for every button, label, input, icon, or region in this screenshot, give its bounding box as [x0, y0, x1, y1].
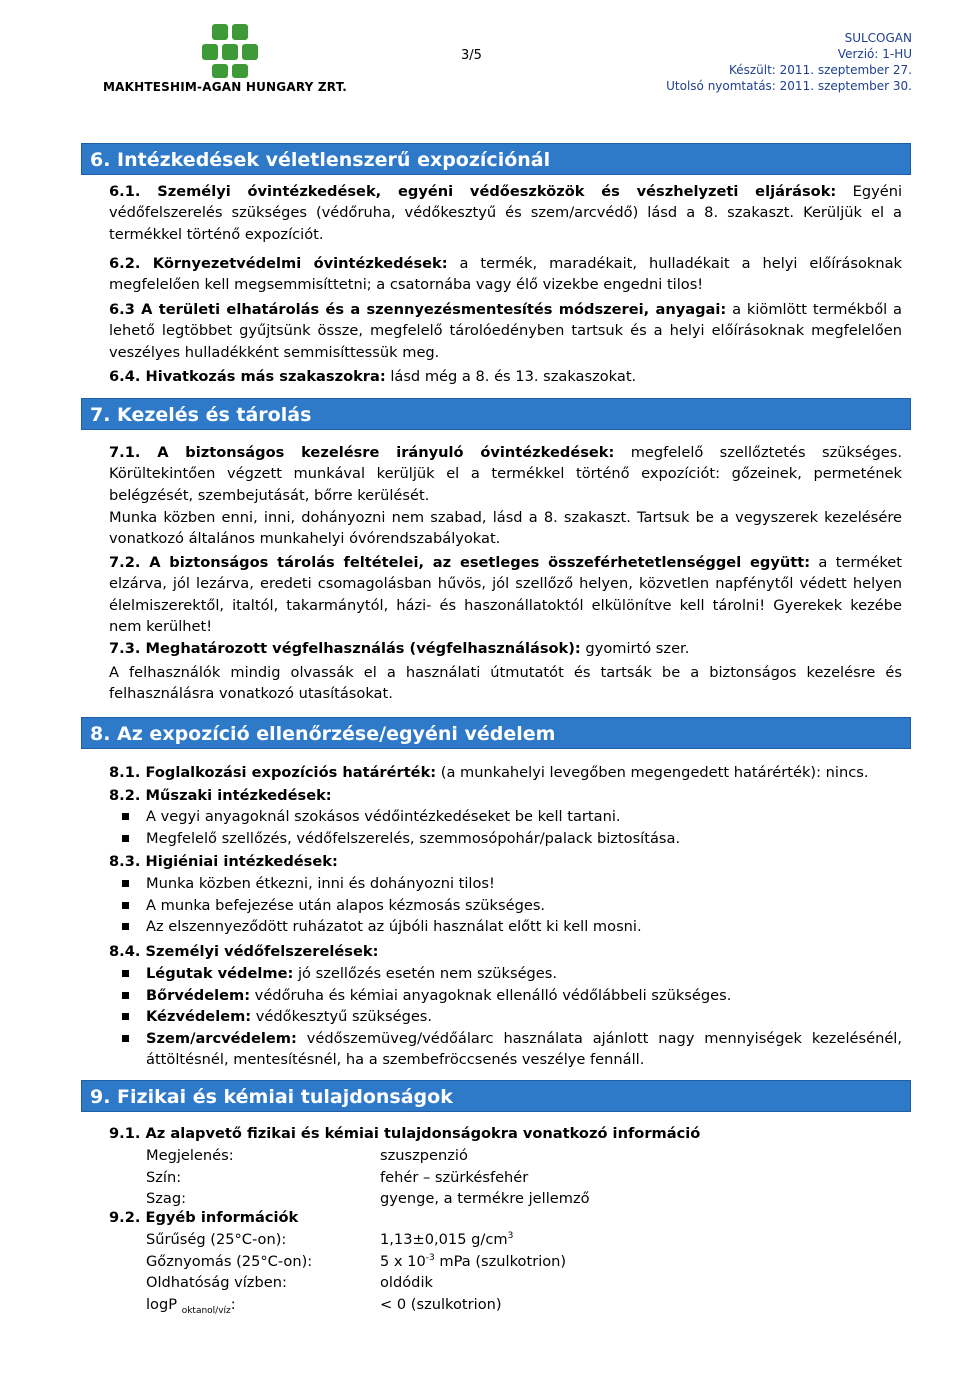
document-meta [666, 30, 912, 94]
section-7-3-text: gyomirtó szer. [580, 640, 690, 657]
section-6-2-label: 6.2. Környezetvédelmi óvintézkedések: [109, 255, 448, 272]
list-item: Kézvédelem: védőkesztyű szükséges. [122, 1006, 902, 1028]
section-6-3-label: 6.3 A területi elhatárolás és a szennyezésmentesítés módszerei, anyagai: [109, 301, 727, 318]
section-8-title: 8. Az expozíció ellenőrzése/egyéni védelem [81, 717, 911, 749]
list-item: Szem/arcvédelem: védőszemüveg/védőálarc használata ajánlott nagy mennyiségek kezelésénél, áttöltésnél, mentesítésnél, ha a szembefröccsenés veszélye fennáll. [122, 1028, 902, 1071]
section-6-1-text: Egyéni védőfelszerelés szükséges (védőruha, védőkesztyű és szem/arcvédő) lásd a 8. szakaszt. Kerüljük el a termékkel történő expozíciót. [109, 183, 903, 243]
section-9-2-label: 9.2. Egyéb információk [109, 1209, 299, 1226]
section-6-title: 6. Intézkedések véletlenszerű expozíciónál [81, 143, 911, 175]
section-7-2-text: a terméket elzárva, jól lezárva, eredeti csomagolásban hűvös, jól szellőző helyen, közvetlen napfénytől védett helyen élelmiszerektől, italtól, takarmánytól, házi- és haszonállatoktól elkülönítve kell tárolni! Gyerekek kezébe nem kerülhet! [109, 554, 902, 635]
bullet-icon [122, 813, 129, 820]
section-9-1-label: 9.1. Az alapvető fizikai és kémiai tulajdonságokra vonatkozó információ [109, 1125, 701, 1142]
section-8-1 [109, 762, 902, 783]
section-6-2-text: a termék, maradékait, hulladékait a helyi előírásoknak megfelelően kell megsemmisíttetni; a csatornába vagy élő vizekbe engedni tilos! [109, 255, 902, 294]
section-6-1-label: 6.1. Személyi óvintézkedések, egyéni védőeszközök és vészhelyzeti eljárások: [109, 183, 837, 200]
product-name: SULCOGAN [844, 31, 912, 45]
company-name: MAKHTESHIM-AGAN HUNGARY ZRT. [103, 80, 348, 94]
section-7-1 [109, 442, 902, 506]
table-row: Szag: gyenge, a termékre jellemző [146, 1190, 590, 1207]
table-row: logP $_{oktanol/víz}$: < 0 (szulkotrion) [146, 1295, 502, 1316]
section-7-1-text: megfelelő szellőztetés szükséges. Körültekintően végzett munkával kerüljük el a termékkel történő expozíciót: gőzeinek, permetének belégzését, szembejutását, bőrre kerülését. [109, 444, 902, 504]
section-8-4-list [122, 963, 902, 1071]
section-7-1-label: 7.1. A biztonságos kezelésre irányuló óvintézkedések: [109, 444, 615, 461]
section-8-1-label: 8.1. Foglalkozási expozíciós határérték: [109, 764, 437, 781]
table-row: Gőznyomás (25°C-on): 5 x $10^{-3}$ mPa (szulkotrion) [146, 1252, 567, 1270]
table-row: Sűrűség (25°C-on): 1,13±0,015 $g/cm^3$ [146, 1231, 514, 1248]
section-6-4 [109, 366, 902, 387]
section-8-4-label: 8.4. Személyi védőfelszerelések: [109, 943, 379, 960]
bullet-icon [122, 1035, 129, 1042]
section-9-1-table [146, 1145, 846, 1210]
prepared-date: Készült: 2011. szeptember 27. [728, 63, 912, 77]
section-7-3-text2: A felhasználók mindig olvassák el a használati útmutatót és tartsák be a biztonságos kezelésre és felhasználásra vonatkozó utasításokat. [109, 664, 902, 703]
table-row: Oldhatóság vízben: oldódik [146, 1274, 433, 1291]
section-7-2-label: 7.2. A biztonságos tárolás feltételei, az esetleges összeférhetetlenséggel együtt: [109, 554, 811, 571]
section-8-2-list [122, 806, 902, 849]
list-item: A munka befejezése után alapos kézmosás szükséges. [122, 895, 902, 917]
page-number: 3/5 [461, 48, 482, 63]
list-item: Légutak védelme: jó szellőzés esetén nem szükséges. [122, 963, 902, 985]
section-9-title: 9. Fizikai és kémiai tulajdonságok [81, 1080, 911, 1112]
table-row: Szín: fehér – szürkésfehér [146, 1168, 529, 1186]
section-6-3 [109, 299, 902, 363]
section-6-4-text: lásd még a 8. és 13. szakaszokat. [385, 368, 637, 385]
company-logo-icon [190, 22, 270, 82]
section-8-3-list [122, 873, 902, 938]
section-8-2-label: 8.2. Műszaki intézkedések: [109, 787, 332, 804]
bullet-icon [122, 880, 129, 887]
list-item: A vegyi anyagoknál szokásos védőintézkedéseket be kell tartani. [122, 806, 902, 828]
version: Verzió: 1-HU [837, 47, 912, 61]
list-item: Bőrvédelem: védőruha és kémiai anyagoknak ellenálló védőlábbeli szükséges. [122, 985, 902, 1007]
section-8-1-text: (a munkahelyi levegőben megengedett határérték): nincs. [436, 764, 869, 781]
printed-date: Utolsó nyomtatás: 2011. szeptember 30. [666, 79, 912, 93]
section-8-3-label: 8.3. Higiéniai intézkedések: [109, 853, 338, 870]
section-6-1 [109, 181, 902, 245]
bullet-icon [122, 923, 129, 930]
bullet-icon [122, 970, 129, 977]
section-7-2 [109, 552, 902, 637]
list-item: Az elszennyeződött ruházatot az újbóli használat előtt ki kell mosni. [122, 916, 902, 938]
bullet-icon [122, 1013, 129, 1020]
list-item: Munka közben étkezni, inni és dohányozni tilos! [122, 873, 902, 895]
bullet-icon [122, 835, 129, 842]
list-item: Megfelelő szellőzés, védőfelszerelés, szemmosópohár/palack biztosítása. [122, 828, 902, 850]
section-6-2 [109, 253, 902, 296]
bullet-icon [122, 902, 129, 909]
section-7-3 [109, 638, 902, 659]
section-6-4-label: 6.4. Hivatkozás más szakaszokra: [109, 368, 386, 385]
section-9-2-table [146, 1229, 846, 1315]
section-6-3-text: a kiömlött termékből a lehető legtöbbet gyűjtsünk össze, megfelelő tárolóedényben tartsuk és a helyi előírásoknak megfelelően veszélyes hulladékként semmisíttessük meg. [109, 301, 902, 361]
section-7-3-label: 7.3. Meghatározott végfelhasználás (végfelhasználások): [109, 640, 581, 657]
bullet-icon [122, 992, 129, 999]
section-7-title: 7. Kezelés és tárolás [81, 398, 911, 430]
section-7-1-text2: Munka közben enni, inni, dohányozni nem szabad, lásd a 8. szakaszt. Tartsuk be a vegyszerek kezelésére vonatkozó általános munkahelyi óvórendszabályokat. [109, 509, 902, 548]
page-header [0, 0, 960, 110]
table-row: Megjelenés: szuszpenzió [146, 1147, 468, 1164]
